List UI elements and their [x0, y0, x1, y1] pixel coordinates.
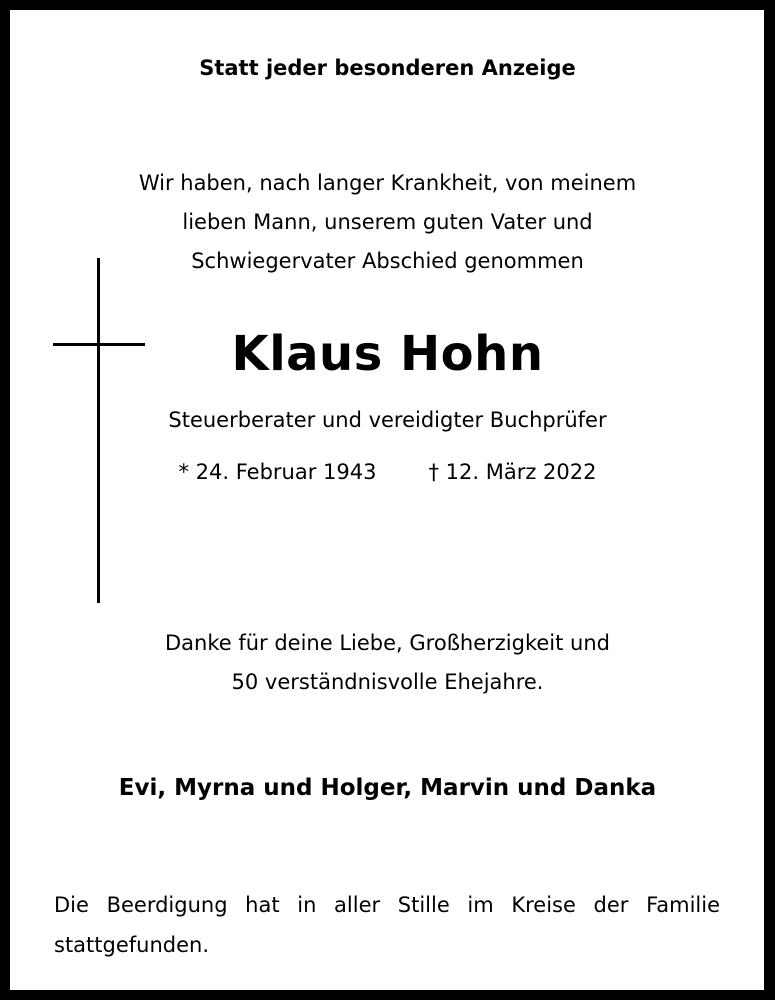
thanks-text — [0, 624, 775, 702]
thanks-line: Danke für deine Liebe, Großherzigkeit und — [164, 631, 610, 655]
intro-line: lieben Mann, unserem guten Vater und — [182, 210, 593, 234]
funeral-note: Die Beerdigung hat in aller Stille im Kreise der Familie stattgefunden. — [54, 893, 720, 957]
life-dates — [0, 460, 775, 484]
birth-date: * 24. Februar 1943 — [178, 460, 377, 484]
intro-text — [0, 164, 775, 281]
mourners-signature: Evi, Myrna und Holger, Marvin und Danka — [118, 775, 657, 801]
intro-line: Schwiegervater Abschied genommen — [191, 249, 584, 273]
intro-line: Wir haben, nach langer Krankheit, von meinem — [138, 171, 637, 195]
thanks-line: 50 verständnisvolle Ehejahre. — [231, 670, 544, 694]
deceased-profession: Steuerberater und vereidigter Buchprüfer — [168, 408, 607, 432]
notice-header: Statt jeder besonderen Anzeige — [199, 56, 576, 80]
deceased-name: Klaus Hohn — [231, 326, 544, 382]
death-date: † 12. März 2022 — [428, 460, 597, 484]
